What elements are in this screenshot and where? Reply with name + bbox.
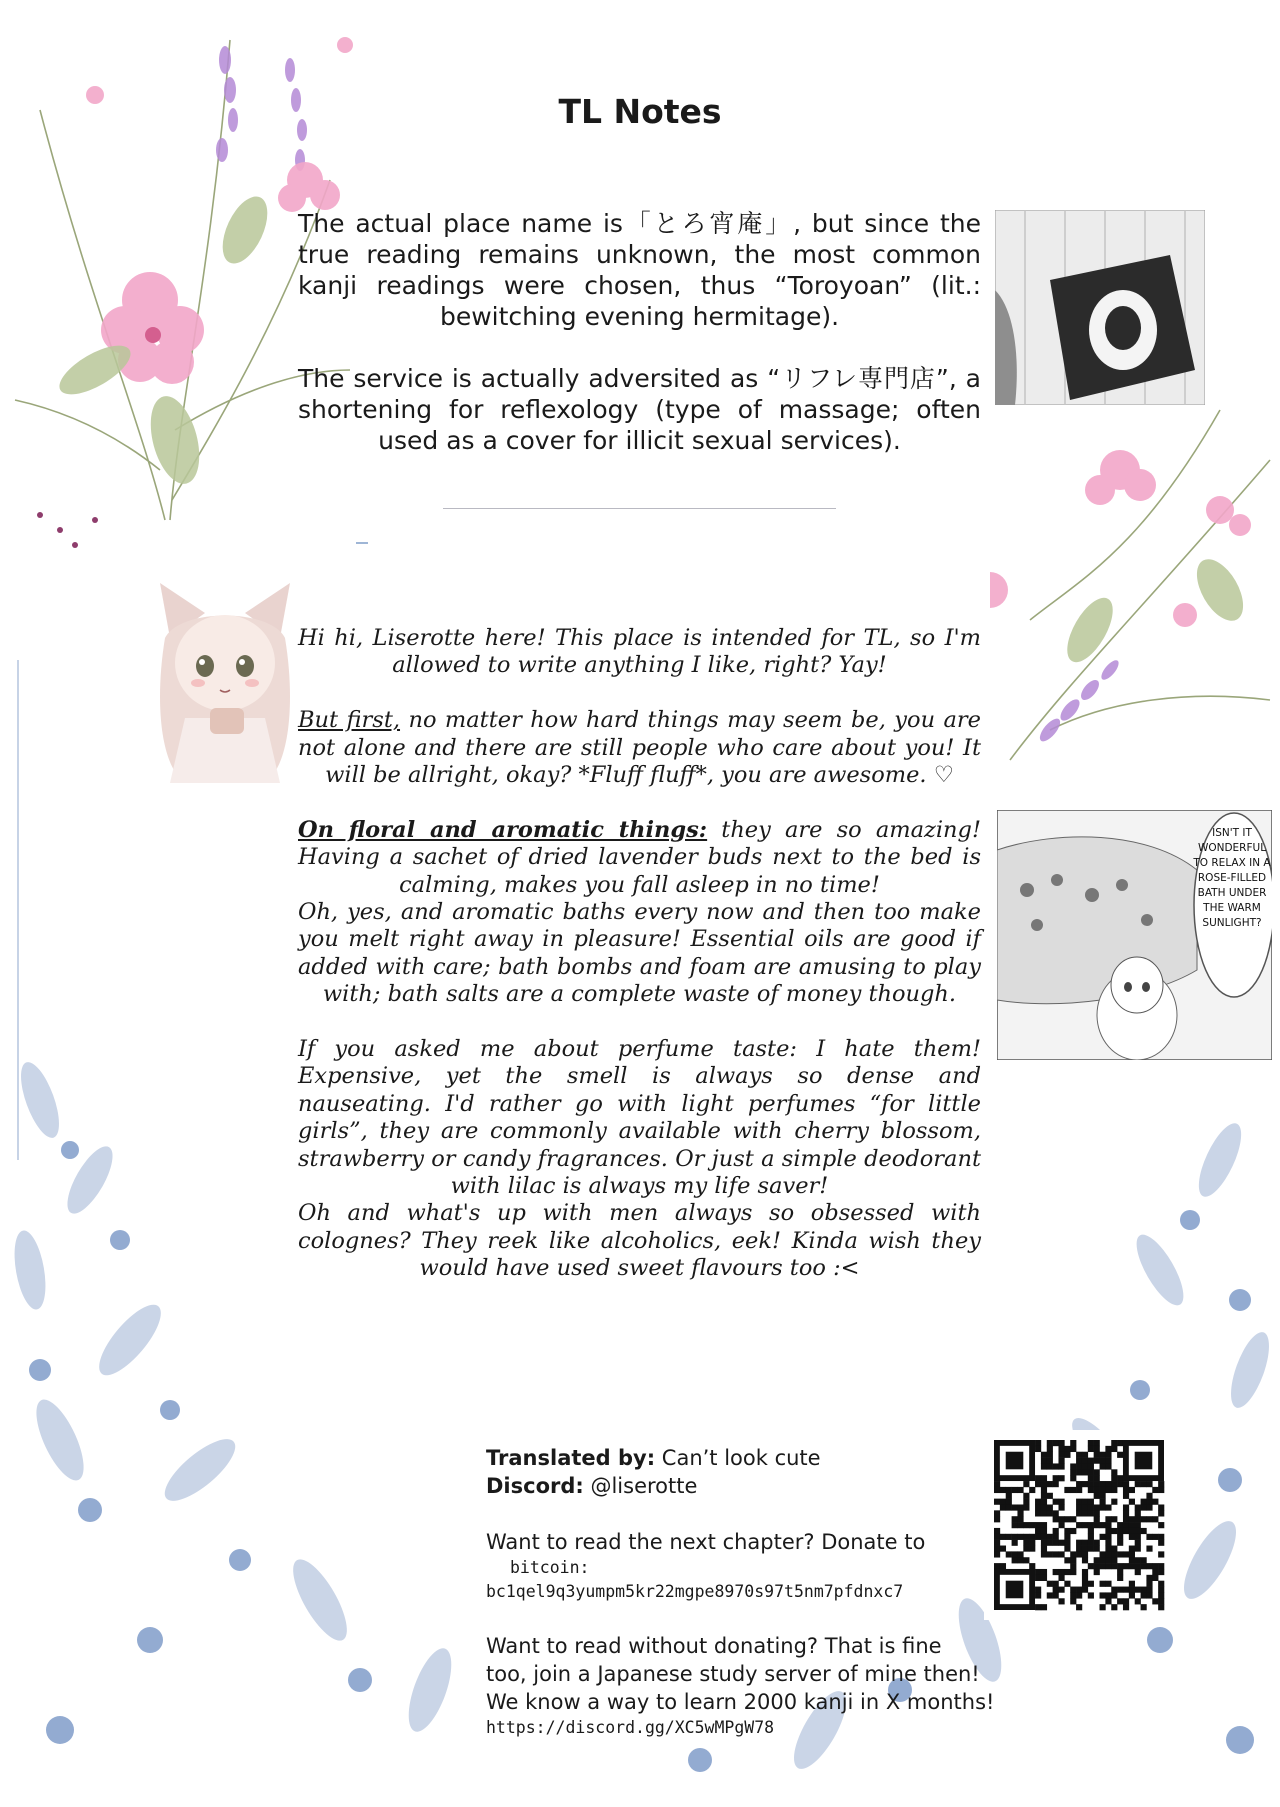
no-donate-line-3: We know a way to learn 2000 kanji in X months! xyxy=(486,1690,995,1714)
bitcoin-address[interactable]: bc1qel9q3yumpm5kr22mgpe8970s97t5nm7pfdnxc7 xyxy=(486,1582,904,1601)
no-donate-line-1: Want to read without donating? That is fine xyxy=(486,1634,942,1658)
floral-decoration-right xyxy=(990,400,1280,780)
discord-handle: @liserotte xyxy=(583,1474,698,1498)
page-title: TL Notes xyxy=(558,92,722,131)
decorative-border-line xyxy=(17,660,19,1160)
note-service: The service is actually adversited as “リフレ専門店”, a shortening for reflexology (type of massage; often used as a cover for illicit sexual services). xyxy=(298,364,981,455)
translated-by-label: Translated by: xyxy=(486,1446,656,1470)
message-baths: Oh, yes, and aromatic baths every now and then too make you melt right away in pleasure! Essential oils are good if added with care; bath bombs and foam are amusing to play with; bath salts are a complete waste of money though. xyxy=(298,899,981,1008)
message-colognes: Oh and what's up with men always so obsessed with colognes? They reek like alcoholics, eek! Kinda wish they would have used sweet flavours too :< xyxy=(298,1200,981,1282)
message-floral-body: they are so amazing! Having a sachet of dried lavender buds next to the bed is calming, makes you fall asleep in no time! xyxy=(298,816,981,898)
translator-message xyxy=(298,625,981,1310)
donate-text: Want to read the next chapter? Donate to xyxy=(486,1530,926,1554)
manga-panel-shop-sign xyxy=(995,210,1205,405)
speech-bubble-text: ISN'T IT WONDERFUL TO RELAX IN A ROSE-FILLED BATH UNDER THE WARM SUNLIGHT? xyxy=(1193,827,1271,929)
message-encouragement-lead: But first, xyxy=(298,707,401,734)
message-perfume: If you asked me about perfume taste: I hate them! Expensive, yet the smell is always so dense and nauseating. I'd rather go with light perfumes “for little girls”, they are commonly available with cherry blossom, strawberry or candy fragrances. Or just a simple deodorant with lilac is always my life saver! xyxy=(298,1036,981,1200)
message-encouragement-body: no matter how hard things may seem be, you are not alone and there are still people who care about you! It will be allright, okay? *Fluff fluff*, you are awesome. ♡ xyxy=(298,707,981,789)
message-floral-lead: On floral and aromatic things: xyxy=(298,816,708,843)
message-encouragement xyxy=(298,707,981,789)
section-divider xyxy=(443,508,836,509)
qr-code[interactable] xyxy=(984,1430,1174,1620)
note-place-name: The actual place name is「とろ宵庵」, but since the true reading remains unknown, the most common kanji readings were chosen, thus “Toroyoan” (lit.: bewitching evening hermitage). xyxy=(298,209,981,331)
translated-by-value: Can’t look cute xyxy=(655,1446,821,1470)
credits-block xyxy=(486,1444,995,1740)
bitcoin-label: bitcoin: xyxy=(510,1558,590,1577)
message-intro: Hi hi, Liserotte here! This place is intended for TL, so I'm allowed to write anything I like, right? Yay! xyxy=(298,625,981,679)
credit-translator xyxy=(486,1444,988,1472)
credit-discord xyxy=(486,1472,988,1500)
message-floral xyxy=(298,817,981,899)
chibi-catgirl-illustration xyxy=(150,578,300,783)
decorative-tick xyxy=(356,542,368,544)
discord-label: Discord: xyxy=(486,1474,584,1498)
qr-code-pattern xyxy=(984,1430,1174,1620)
no-donate-line-2: too, join a Japanese study server of mine then! xyxy=(486,1662,980,1686)
discord-invite-link[interactable]: https://discord.gg/XC5wMPgW78 xyxy=(486,1718,775,1737)
tl-notes xyxy=(298,208,981,487)
